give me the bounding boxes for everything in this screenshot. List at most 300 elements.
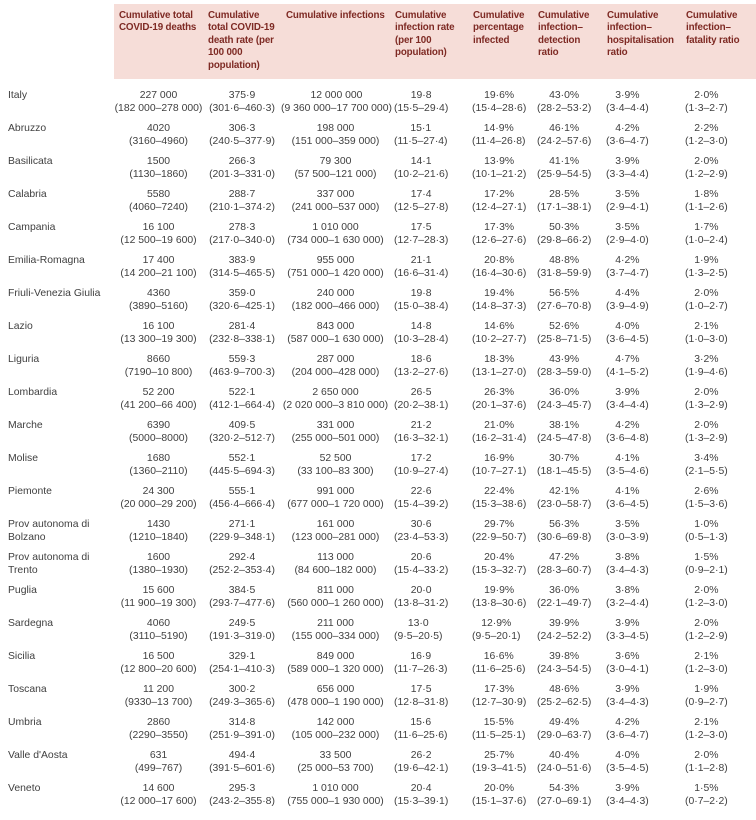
cell-value: 4360 <box>146 288 171 299</box>
cell-uncertainty-interval: (182 000–278 000) <box>114 103 203 115</box>
data-cell <box>114 218 203 251</box>
cell-value: 14·9% <box>483 123 514 134</box>
cell-value: 288·7 <box>228 189 256 200</box>
cell-value: 79 300 <box>319 156 352 167</box>
cell-uncertainty-interval: (751 000–1 420 000) <box>287 268 384 280</box>
cell-value: 17·5 <box>410 684 432 695</box>
cell-value: 4·1% <box>615 453 640 464</box>
region-name: Abruzzo <box>8 123 47 134</box>
data-cell <box>281 713 390 746</box>
cell-uncertainty-interval: (1·3–2·9) <box>685 400 728 412</box>
cell-value: 3·5% <box>615 519 640 530</box>
column-header-deaths: Cumulative total COVID-19 deaths <box>114 4 203 79</box>
data-cell <box>468 680 533 713</box>
data-cell <box>533 680 602 713</box>
data-cell <box>281 482 390 515</box>
covid-statistics-table <box>0 4 756 812</box>
cell-value: 28·5% <box>549 189 580 200</box>
data-cell <box>203 614 281 647</box>
cell-uncertainty-interval: (2290–3550) <box>129 730 188 742</box>
cell-value: 14·6% <box>484 321 515 332</box>
cell-uncertainty-interval: (3·6–4·8) <box>606 433 649 445</box>
column-header-fatality-ratio: Cumulative infection–fatality ratio <box>681 4 756 79</box>
table-row <box>0 713 756 746</box>
cell-uncertainty-interval: (4·1–5·2) <box>606 367 649 379</box>
cell-value: 43·0% <box>549 90 580 101</box>
data-cell <box>281 251 390 284</box>
cell-value: 19·8 <box>410 288 432 299</box>
data-cell <box>602 416 681 449</box>
data-cell <box>602 614 681 647</box>
cell-uncertainty-interval: (1·1–2·6) <box>685 202 728 214</box>
cell-uncertainty-interval: (3·4–4·3) <box>606 697 649 709</box>
data-cell <box>681 350 756 383</box>
cell-value: 198 000 <box>316 123 355 134</box>
data-cell <box>602 746 681 779</box>
cell-value: 2·6% <box>694 486 719 497</box>
cell-value: 20·0 <box>410 585 432 596</box>
data-cell <box>281 350 390 383</box>
cell-uncertainty-interval: (24·3–54·5) <box>537 664 592 676</box>
data-cell <box>203 152 281 185</box>
cell-uncertainty-interval: (84 600–182 000) <box>294 565 377 577</box>
data-cell <box>602 350 681 383</box>
cell-value: 19·9% <box>484 585 515 596</box>
data-cell <box>533 416 602 449</box>
data-cell <box>203 416 281 449</box>
cell-value: 41·1% <box>549 156 580 167</box>
cell-uncertainty-interval: (25 000–53 700) <box>297 763 374 775</box>
cell-uncertainty-interval: (1·0–2·4) <box>685 235 728 247</box>
cell-value: 12 000 000 <box>310 90 363 101</box>
region-name: Prov autonoma di Trento <box>8 552 90 577</box>
data-cell <box>114 515 203 548</box>
cell-uncertainty-interval: (1·3–2·7) <box>685 103 728 115</box>
cell-value: 295·3 <box>228 783 256 794</box>
cell-value: 3·9% <box>615 684 640 695</box>
cell-uncertainty-interval: (27·0–69·1) <box>537 796 592 808</box>
cell-uncertainty-interval: (1·3–2·5) <box>685 268 728 280</box>
cell-value: 552·1 <box>228 453 256 464</box>
cell-value: 1 010 000 <box>312 222 359 233</box>
data-cell <box>203 86 281 119</box>
cell-uncertainty-interval: (24·3–45·7) <box>537 400 592 412</box>
cell-uncertainty-interval: (232·8–338·1) <box>209 334 275 346</box>
cell-value: 3·4% <box>694 453 719 464</box>
data-cell <box>533 449 602 482</box>
data-cell <box>114 746 203 779</box>
cell-value: 21·1 <box>410 255 432 266</box>
cell-value: 2·0% <box>694 156 719 167</box>
data-cell <box>468 515 533 548</box>
cell-uncertainty-interval: (589 000–1 320 000) <box>287 664 384 676</box>
cell-value: 16·9 <box>410 651 432 662</box>
data-cell <box>468 647 533 680</box>
region-name: Calabria <box>8 189 47 200</box>
cell-value: 33 500 <box>319 750 352 761</box>
cell-uncertainty-interval: (11·7–26·3) <box>394 664 448 676</box>
table-row <box>0 218 756 251</box>
cell-value: 52 200 <box>142 387 175 398</box>
data-cell <box>114 86 203 119</box>
data-cell <box>390 86 468 119</box>
cell-value: 2·0% <box>694 585 719 596</box>
cell-uncertainty-interval: (12 500–19 600) <box>120 235 197 247</box>
data-cell <box>681 713 756 746</box>
cell-value: 955 000 <box>316 255 355 266</box>
data-cell <box>468 482 533 515</box>
data-cell <box>114 482 203 515</box>
cell-uncertainty-interval: (151 000–359 000) <box>291 136 380 148</box>
cell-value: 14 600 <box>142 783 175 794</box>
data-cell <box>114 251 203 284</box>
data-cell <box>681 119 756 152</box>
cell-uncertainty-interval: (560 000–1 260 000) <box>287 598 384 610</box>
region-name: Veneto <box>8 783 41 794</box>
data-cell <box>533 317 602 350</box>
column-header-infections: Cumulative infections <box>281 4 390 79</box>
cell-value: 13·0 <box>407 618 429 629</box>
cell-uncertainty-interval: (13 300–19 300) <box>120 334 197 346</box>
data-cell <box>681 317 756 350</box>
cell-value: 1500 <box>146 156 171 167</box>
cell-uncertainty-interval: (1130–1860) <box>129 169 188 181</box>
cell-uncertainty-interval: (255 000–501 000) <box>291 433 380 445</box>
table-row <box>0 284 756 317</box>
data-cell <box>681 647 756 680</box>
cell-value: 3·2% <box>694 354 719 365</box>
data-cell <box>602 317 681 350</box>
cell-uncertainty-interval: (1·3–2·9) <box>685 433 728 445</box>
cell-uncertainty-interval: (3160–4960) <box>129 136 188 148</box>
region-name: Friuli-Venezia Giulia <box>8 288 101 299</box>
cell-value: 5580 <box>146 189 171 200</box>
corner-header-empty <box>0 4 114 79</box>
region-name: Marche <box>8 420 43 431</box>
data-cell <box>390 383 468 416</box>
cell-value: 656 000 <box>316 684 355 695</box>
cell-uncertainty-interval: (11 900–19 300) <box>120 598 197 610</box>
data-cell <box>681 482 756 515</box>
table-row <box>0 746 756 779</box>
cell-uncertainty-interval: (28·2–53·2) <box>537 103 592 115</box>
cell-uncertainty-interval: (17·1–38·1) <box>537 202 592 214</box>
table-row <box>0 482 756 515</box>
data-cell <box>533 350 602 383</box>
cell-value: 1 010 000 <box>312 783 359 794</box>
cell-value: 14·8 <box>410 321 432 332</box>
data-cell <box>468 416 533 449</box>
cell-uncertainty-interval: (13·8–31·2) <box>394 598 449 610</box>
cell-value: 56·3% <box>549 519 580 530</box>
cell-uncertainty-interval: (3·4–4·4) <box>606 400 649 412</box>
cell-uncertainty-interval: (1210–1840) <box>129 532 188 544</box>
cell-value: 2·2% <box>694 123 719 134</box>
region-name: Toscana <box>8 684 47 695</box>
cell-uncertainty-interval: (499–767) <box>134 763 183 775</box>
cell-value: 20·0% <box>484 783 515 794</box>
cell-uncertainty-interval: (1·0–2·7) <box>685 301 728 313</box>
cell-uncertainty-interval: (12·8–31·8) <box>394 697 449 709</box>
table-row <box>0 515 756 548</box>
data-cell <box>281 581 390 614</box>
data-cell <box>114 614 203 647</box>
data-cell <box>681 383 756 416</box>
cell-value: 383·9 <box>228 255 256 266</box>
data-cell <box>114 350 203 383</box>
cell-uncertainty-interval: (15·3–39·1) <box>394 796 449 808</box>
cell-uncertainty-interval: (123 000–281 000) <box>291 532 380 544</box>
table-header-row <box>0 4 756 79</box>
cell-uncertainty-interval: (11·5–27·4) <box>394 136 448 148</box>
data-cell <box>203 449 281 482</box>
cell-uncertainty-interval: (15·1–37·6) <box>472 796 527 808</box>
cell-value: 48·8% <box>549 255 580 266</box>
data-cell <box>390 581 468 614</box>
cell-value: 38·1% <box>549 420 580 431</box>
cell-uncertainty-interval: (3·4–4·4) <box>606 103 649 115</box>
cell-uncertainty-interval: (105 000–232 000) <box>291 730 380 742</box>
cell-uncertainty-interval: (15·3–38·6) <box>472 499 527 511</box>
table-body <box>0 86 756 812</box>
data-cell <box>114 119 203 152</box>
cell-uncertainty-interval: (10·1–21·2) <box>472 169 527 181</box>
data-cell <box>533 86 602 119</box>
cell-uncertainty-interval: (0·5–1·3) <box>685 532 728 544</box>
data-cell <box>681 746 756 779</box>
data-cell <box>468 218 533 251</box>
data-cell <box>114 152 203 185</box>
cell-uncertainty-interval: (3·6–4·7) <box>606 730 649 742</box>
cell-uncertainty-interval: (41 200–66 400) <box>120 400 197 412</box>
data-cell <box>281 317 390 350</box>
cell-value: 3·8% <box>615 585 640 596</box>
data-cell <box>602 515 681 548</box>
cell-uncertainty-interval: (182 000–466 000) <box>291 301 380 313</box>
data-cell <box>468 449 533 482</box>
cell-uncertainty-interval: (11·6–25·6) <box>472 664 526 676</box>
cell-uncertainty-interval: (12 800–20 600) <box>120 664 197 676</box>
data-cell <box>203 713 281 746</box>
table-row <box>0 581 756 614</box>
table-row <box>0 449 756 482</box>
table-row <box>0 251 756 284</box>
cell-uncertainty-interval: (9·5–20·5) <box>394 631 443 643</box>
cell-value: 20·4% <box>484 552 515 563</box>
data-cell <box>681 779 756 812</box>
cell-uncertainty-interval: (191·3–319·0) <box>209 631 275 643</box>
cell-uncertainty-interval: (755 000–1 930 000) <box>287 796 384 808</box>
data-cell <box>114 548 203 581</box>
cell-value: 39·8% <box>549 651 580 662</box>
cell-uncertainty-interval: (2·1–5·5) <box>685 466 728 478</box>
cell-value: 1·0% <box>694 519 719 530</box>
data-cell <box>533 779 602 812</box>
data-cell <box>114 185 203 218</box>
data-cell <box>681 218 756 251</box>
table-row <box>0 317 756 350</box>
data-cell <box>602 218 681 251</box>
data-cell <box>468 284 533 317</box>
cell-uncertainty-interval: (1·2–2·9) <box>685 169 728 181</box>
cell-value: 1·5% <box>694 783 719 794</box>
cell-value: 3·9% <box>615 90 640 101</box>
data-cell <box>281 614 390 647</box>
region-name: Campania <box>8 222 56 233</box>
cell-value: 47·2% <box>549 552 580 563</box>
table-row <box>0 680 756 713</box>
data-cell <box>203 746 281 779</box>
cell-value: 271·1 <box>228 519 256 530</box>
cell-uncertainty-interval: (478 000–1 190 000) <box>287 697 384 709</box>
cell-uncertainty-interval: (15·5–29·4) <box>394 103 449 115</box>
data-cell <box>281 152 390 185</box>
cell-value: 3·8% <box>615 552 640 563</box>
cell-value: 21·2 <box>410 420 432 431</box>
data-cell <box>681 152 756 185</box>
cell-uncertainty-interval: (19·3–41·5) <box>472 763 527 775</box>
cell-uncertainty-interval: (3·3–4·5) <box>606 631 649 643</box>
cell-value: 1430 <box>146 519 171 530</box>
cell-uncertainty-interval: (10·2–21·6) <box>394 169 449 181</box>
cell-value: 16 100 <box>142 222 175 233</box>
cell-uncertainty-interval: (13·2–27·6) <box>394 367 449 379</box>
cell-value: 17·3% <box>484 684 515 695</box>
cell-value: 52·6% <box>549 321 580 332</box>
cell-uncertainty-interval: (252·2–353·4) <box>209 565 275 577</box>
cell-value: 15·6 <box>410 717 432 728</box>
data-cell <box>114 779 203 812</box>
data-cell <box>390 482 468 515</box>
cell-value: 11 200 <box>142 684 174 695</box>
data-cell <box>390 680 468 713</box>
data-cell <box>390 119 468 152</box>
cell-value: 2·0% <box>694 288 719 299</box>
cell-uncertainty-interval: (25·9–54·5) <box>537 169 592 181</box>
cell-uncertainty-interval: (3·6–4·7) <box>606 136 649 148</box>
cell-value: 2·0% <box>694 618 719 629</box>
cell-value: 2·1% <box>694 651 719 662</box>
cell-uncertainty-interval: (10·7–27·1) <box>472 466 527 478</box>
region-name: Valle d'Aosta <box>8 750 68 761</box>
data-cell <box>203 647 281 680</box>
cell-uncertainty-interval: (16·6–31·4) <box>394 268 449 280</box>
cell-uncertainty-interval: (3890–5160) <box>129 301 188 313</box>
cell-uncertainty-interval: (16·4–30·6) <box>472 268 527 280</box>
data-cell <box>533 284 602 317</box>
cell-uncertainty-interval: (20·2–38·1) <box>394 400 449 412</box>
cell-value: 17·4 <box>410 189 432 200</box>
cell-uncertainty-interval: (15·4–39·2) <box>394 499 449 511</box>
cell-uncertainty-interval: (210·1–374·2) <box>209 202 275 214</box>
cell-value: 30·6 <box>410 519 432 530</box>
cell-value: 1·9% <box>694 255 719 266</box>
cell-value: 375·9 <box>228 90 256 101</box>
cell-value: 306·3 <box>228 123 256 134</box>
cell-uncertainty-interval: (14 200–21 100) <box>120 268 197 280</box>
cell-uncertainty-interval: (16·3–32·1) <box>394 433 449 445</box>
cell-value: 3·9% <box>615 618 640 629</box>
data-cell <box>533 383 602 416</box>
cell-value: 40·4% <box>549 750 580 761</box>
data-cell <box>681 515 756 548</box>
cell-uncertainty-interval: (734 000–1 630 000) <box>287 235 384 247</box>
cell-uncertainty-interval: (9 360 000–17 700 000) <box>281 103 392 115</box>
cell-uncertainty-interval: (201·3–331·0) <box>209 169 275 181</box>
cell-value: 4·2% <box>615 420 640 431</box>
cell-uncertainty-interval: (301·6–460·3) <box>209 103 275 115</box>
data-cell <box>114 383 203 416</box>
cell-uncertainty-interval: (1·1–2·8) <box>685 763 728 775</box>
data-cell <box>602 548 681 581</box>
data-cell <box>281 86 390 119</box>
cell-uncertainty-interval: (30·6–69·8) <box>537 532 592 544</box>
cell-value: 2·0% <box>694 90 719 101</box>
cell-value: 49·4% <box>549 717 580 728</box>
cell-uncertainty-interval: (1·2–2·9) <box>685 631 728 643</box>
cell-uncertainty-interval: (15·0–38·4) <box>394 301 449 313</box>
data-cell <box>203 218 281 251</box>
data-cell <box>468 251 533 284</box>
cell-value: 811 000 <box>317 585 354 596</box>
data-cell <box>602 581 681 614</box>
cell-value: 17·2 <box>410 453 432 464</box>
data-cell <box>114 284 203 317</box>
cell-value: 2·1% <box>694 321 719 332</box>
table-row <box>0 152 756 185</box>
cell-value: 48·6% <box>549 684 580 695</box>
cell-uncertainty-interval: (29·0–63·7) <box>537 730 592 742</box>
data-cell <box>203 284 281 317</box>
data-cell <box>114 581 203 614</box>
cell-value: 36·0% <box>549 585 580 596</box>
cell-value: 54·3% <box>549 783 580 794</box>
data-cell <box>533 746 602 779</box>
cell-value: 17·5 <box>410 222 432 233</box>
cell-value: 19·4% <box>484 288 515 299</box>
data-cell <box>602 185 681 218</box>
cell-uncertainty-interval: (3·9–4·9) <box>606 301 649 313</box>
cell-value: 4·1% <box>615 486 640 497</box>
table-row <box>0 614 756 647</box>
data-cell <box>468 746 533 779</box>
region-name: Umbria <box>8 717 42 728</box>
data-cell <box>203 482 281 515</box>
cell-uncertainty-interval: (3·4–4·3) <box>606 565 649 577</box>
cell-uncertainty-interval: (12·7–28·3) <box>394 235 449 247</box>
cell-uncertainty-interval: (229·9–348·1) <box>209 532 275 544</box>
cell-value: 287 000 <box>316 354 355 365</box>
cell-uncertainty-interval: (3·6–4·5) <box>606 334 649 346</box>
cell-value: 991 000 <box>316 486 355 497</box>
column-header-percentage-infected: Cumulative percentage infected <box>468 4 533 79</box>
data-cell <box>533 515 602 548</box>
cell-value: 50·3% <box>549 222 580 233</box>
table-row <box>0 86 756 119</box>
data-cell <box>468 317 533 350</box>
cell-uncertainty-interval: (155 000–334 000) <box>291 631 380 643</box>
cell-value: 4060 <box>146 618 171 629</box>
cell-value: 15·1 <box>410 123 432 134</box>
region-name: Italy <box>8 90 28 101</box>
data-cell <box>203 119 281 152</box>
cell-value: 18·3% <box>484 354 515 365</box>
table-row <box>0 548 756 581</box>
cell-value: 337 000 <box>316 189 355 200</box>
cell-value: 266·3 <box>228 156 256 167</box>
region-name: Piemonte <box>8 486 52 497</box>
cell-uncertainty-interval: (11·6–25·6) <box>394 730 448 742</box>
